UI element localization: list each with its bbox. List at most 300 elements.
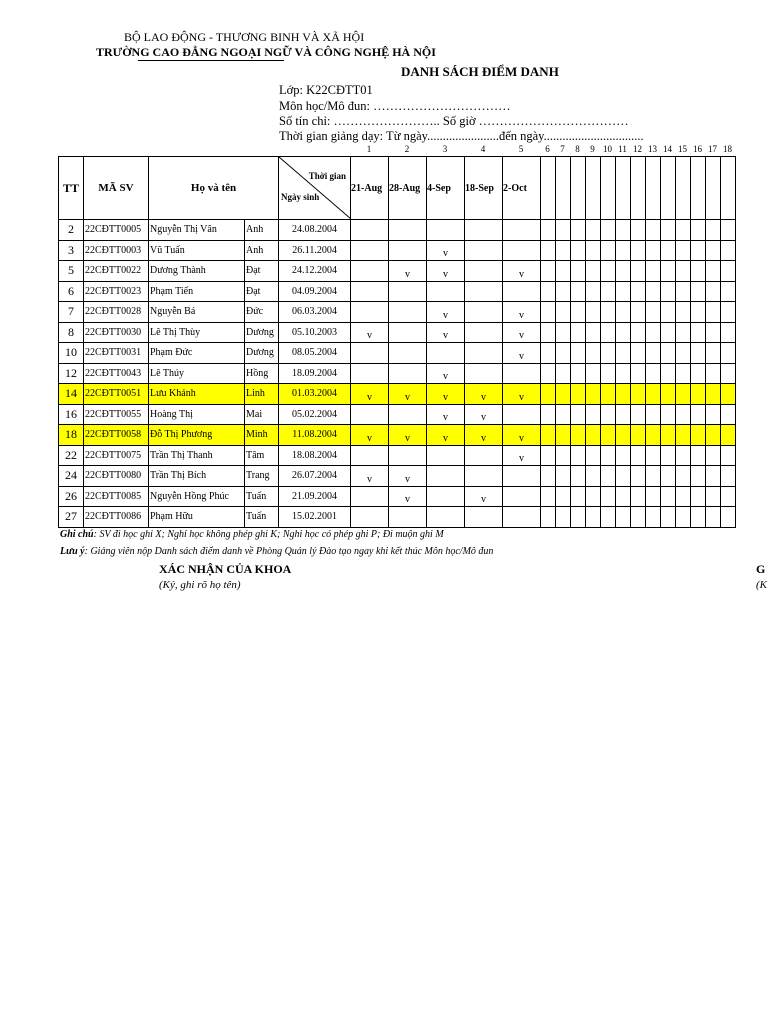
attendance-blank-cell xyxy=(601,384,616,405)
header-blank-cell xyxy=(706,157,721,220)
attendance-mark xyxy=(427,343,465,364)
attendance-blank-cell xyxy=(706,343,721,364)
row-ho-dem: Trần Thị Thanh xyxy=(149,445,245,466)
row-ngay-sinh: 08.05.2004 xyxy=(279,343,351,364)
row-ho-dem: Lê Thị Thùy xyxy=(149,322,245,343)
attendance-blank-cell xyxy=(571,302,586,323)
attendance-blank-cell xyxy=(676,466,691,487)
row-ten: Linh xyxy=(245,384,279,405)
attendance-blank-cell xyxy=(571,507,586,528)
attendance-blank-cell xyxy=(556,302,571,323)
column-number: 7 xyxy=(560,144,565,154)
attendance-blank-cell xyxy=(661,466,676,487)
row-ma-sv: 22CĐTT0005 xyxy=(84,220,149,241)
diagonal-line xyxy=(279,157,351,219)
attendance-blank-cell xyxy=(616,281,631,302)
row-ho-dem: Hoàng Thị xyxy=(149,404,245,425)
table-row xyxy=(59,466,736,487)
attendance-blank-cell xyxy=(601,322,616,343)
row-tt: 10 xyxy=(59,343,84,364)
attendance-blank-cell xyxy=(706,425,721,446)
attendance-mark: v xyxy=(503,343,541,364)
attendance-mark xyxy=(351,486,389,507)
attendance-blank-cell xyxy=(691,322,706,343)
attendance-blank-cell xyxy=(676,384,691,405)
attendance-blank-cell xyxy=(661,240,676,261)
attendance-mark xyxy=(503,363,541,384)
attendance-blank-cell xyxy=(571,425,586,446)
attendance-blank-cell xyxy=(631,343,646,364)
row-ten: Hồng xyxy=(245,363,279,384)
attendance-blank-cell xyxy=(601,425,616,446)
attendance-blank-cell xyxy=(586,425,601,446)
header-blank-cell xyxy=(691,157,706,220)
header-date-1: 21-Aug xyxy=(351,157,389,220)
attendance-blank-cell xyxy=(676,302,691,323)
attendance-blank-cell xyxy=(691,220,706,241)
attendance-blank-cell xyxy=(556,384,571,405)
attendance-blank-cell xyxy=(571,404,586,425)
row-tt: 3 xyxy=(59,240,84,261)
attendance-blank-cell xyxy=(556,281,571,302)
attendance-blank-cell xyxy=(721,486,736,507)
attendance-blank-cell xyxy=(646,343,661,364)
attendance-blank-cell xyxy=(691,261,706,282)
row-tt: 22 xyxy=(59,445,84,466)
row-ngay-sinh: 24.12.2004 xyxy=(279,261,351,282)
attendance-mark: v xyxy=(465,486,503,507)
table-row xyxy=(59,507,736,528)
note-luu-y xyxy=(60,546,493,557)
attendance-mark: v xyxy=(389,486,427,507)
attendance-blank-cell xyxy=(631,445,646,466)
attendance-blank-cell xyxy=(586,404,601,425)
attendance-mark xyxy=(351,363,389,384)
attendance-blank-cell xyxy=(616,486,631,507)
right-heading-cut: G xyxy=(756,562,766,576)
row-ma-sv: 22CĐTT0080 xyxy=(84,466,149,487)
attendance-blank-cell xyxy=(661,220,676,241)
attendance-mark: v xyxy=(427,240,465,261)
attendance-blank-cell xyxy=(541,220,556,241)
attendance-blank-cell xyxy=(601,404,616,425)
attendance-blank-cell xyxy=(646,240,661,261)
attendance-blank-cell xyxy=(601,486,616,507)
row-ten: Đức xyxy=(245,302,279,323)
table-row xyxy=(59,302,736,323)
attendance-blank-cell xyxy=(631,486,646,507)
school-name: TRƯỜNG CAO ĐẲNG NGOẠI NGỮ VÀ CÔNG NGHỆ HÀ NỘI xyxy=(96,45,436,59)
attendance-blank-cell xyxy=(646,425,661,446)
attendance-mark xyxy=(503,281,541,302)
attendance-blank-cell xyxy=(706,322,721,343)
attendance-blank-cell xyxy=(586,302,601,323)
row-ma-sv: 22CĐTT0085 xyxy=(84,486,149,507)
attendance-blank-cell xyxy=(631,322,646,343)
row-tt: 14 xyxy=(59,384,84,405)
header-blank-cell xyxy=(661,157,676,220)
attendance-blank-cell xyxy=(706,240,721,261)
row-ten: Minh xyxy=(245,425,279,446)
row-tt: 26 xyxy=(59,486,84,507)
attendance-blank-cell xyxy=(691,466,706,487)
header-ngay-sinh: Ngày sinh xyxy=(281,192,320,202)
attendance-blank-cell xyxy=(646,445,661,466)
attendance-blank-cell xyxy=(601,445,616,466)
attendance-mark xyxy=(389,281,427,302)
attendance-blank-cell xyxy=(661,261,676,282)
attendance-blank-cell xyxy=(541,384,556,405)
attendance-mark xyxy=(389,302,427,323)
header-blank-cell xyxy=(646,157,661,220)
attendance-mark: v xyxy=(351,384,389,405)
teaching-time-line: Thời gian giảng dạy: Từ ngày.......................đến ngày................................ xyxy=(279,129,644,143)
attendance-mark xyxy=(465,220,503,241)
attendance-blank-cell xyxy=(556,240,571,261)
attendance-blank-cell xyxy=(586,486,601,507)
attendance-mark xyxy=(465,322,503,343)
attendance-mark: v xyxy=(389,384,427,405)
attendance-blank-cell xyxy=(631,302,646,323)
attendance-mark xyxy=(351,343,389,364)
attendance-mark xyxy=(465,240,503,261)
row-ngay-sinh: 18.08.2004 xyxy=(279,445,351,466)
attendance-mark: v xyxy=(427,384,465,405)
attendance-table xyxy=(58,156,736,528)
attendance-mark: v xyxy=(351,425,389,446)
attendance-blank-cell xyxy=(646,384,661,405)
header-ma-sv: MÃ SV xyxy=(84,157,149,220)
attendance-blank-cell xyxy=(616,220,631,241)
attendance-blank-cell xyxy=(586,240,601,261)
row-tt: 12 xyxy=(59,363,84,384)
attendance-blank-cell xyxy=(541,343,556,364)
row-ten: Dương xyxy=(245,343,279,364)
column-number: 2 xyxy=(404,144,410,154)
attendance-mark: v xyxy=(427,363,465,384)
attendance-blank-cell xyxy=(631,363,646,384)
attendance-blank-cell xyxy=(646,220,661,241)
header-blank-cell xyxy=(541,157,556,220)
attendance-blank-cell xyxy=(541,466,556,487)
attendance-blank-cell xyxy=(571,240,586,261)
attendance-mark xyxy=(351,302,389,323)
header-thoi-gian: Thời gian xyxy=(308,171,347,181)
attendance-blank-cell xyxy=(661,404,676,425)
row-tt: 27 xyxy=(59,507,84,528)
column-number: 15 xyxy=(678,144,687,154)
row-ten: Tâm xyxy=(245,445,279,466)
attendance-blank-cell xyxy=(556,363,571,384)
attendance-mark xyxy=(465,302,503,323)
attendance-blank-cell xyxy=(556,322,571,343)
table-header-row xyxy=(59,157,736,220)
column-number: 12 xyxy=(633,144,642,154)
attendance-blank-cell xyxy=(631,220,646,241)
row-ngay-sinh: 01.03.2004 xyxy=(279,384,351,405)
header-blank-cell xyxy=(586,157,601,220)
row-tt: 16 xyxy=(59,404,84,425)
attendance-mark xyxy=(503,486,541,507)
attendance-blank-cell xyxy=(691,425,706,446)
attendance-blank-cell xyxy=(676,343,691,364)
attendance-mark: v xyxy=(503,425,541,446)
attendance-blank-cell xyxy=(556,343,571,364)
attendance-blank-cell xyxy=(661,302,676,323)
attendance-blank-cell xyxy=(541,404,556,425)
row-ho-dem: Phạm Hữu xyxy=(149,507,245,528)
attendance-blank-cell xyxy=(721,322,736,343)
row-ngay-sinh: 24.08.2004 xyxy=(279,220,351,241)
attendance-blank-cell xyxy=(691,486,706,507)
row-ten: Trang xyxy=(245,466,279,487)
attendance-blank-cell xyxy=(616,384,631,405)
attendance-blank-cell xyxy=(706,261,721,282)
row-ten: Dương xyxy=(245,322,279,343)
attendance-blank-cell xyxy=(556,261,571,282)
row-ma-sv: 22CĐTT0055 xyxy=(84,404,149,425)
column-number: 10 xyxy=(603,144,612,154)
row-tt: 18 xyxy=(59,425,84,446)
attendance-mark: v xyxy=(503,261,541,282)
attendance-blank-cell xyxy=(661,343,676,364)
row-ma-sv: 22CĐTT0086 xyxy=(84,507,149,528)
attendance-blank-cell xyxy=(721,302,736,323)
ministry-name: BỘ LAO ĐỘNG - THƯƠNG BINH VÀ XÃ HỘI xyxy=(124,30,365,44)
row-ngay-sinh: 21.09.2004 xyxy=(279,486,351,507)
attendance-mark xyxy=(503,404,541,425)
attendance-mark xyxy=(351,261,389,282)
attendance-blank-cell xyxy=(556,507,571,528)
note-ghi-chu xyxy=(60,529,444,540)
attendance-mark xyxy=(427,281,465,302)
attendance-blank-cell xyxy=(556,445,571,466)
attendance-mark: v xyxy=(503,322,541,343)
attendance-blank-cell xyxy=(601,281,616,302)
attendance-blank-cell xyxy=(676,425,691,446)
column-number: 13 xyxy=(648,144,657,154)
table-row xyxy=(59,281,736,302)
attendance-blank-cell xyxy=(616,507,631,528)
credits-line: Số tín chỉ: …………………….. Số giờ ……………………………… xyxy=(279,114,629,128)
attendance-blank-cell xyxy=(571,363,586,384)
attendance-blank-cell xyxy=(646,404,661,425)
attendance-mark: v xyxy=(351,466,389,487)
row-ho-dem: Nguyễn Bá xyxy=(149,302,245,323)
attendance-mark: v xyxy=(465,384,503,405)
attendance-blank-cell xyxy=(646,466,661,487)
column-number: 3 xyxy=(442,144,448,154)
attendance-blank-cell xyxy=(721,281,736,302)
row-tt: 6 xyxy=(59,281,84,302)
attendance-blank-cell xyxy=(646,486,661,507)
attendance-mark: v xyxy=(427,404,465,425)
attendance-blank-cell xyxy=(541,322,556,343)
row-ten: Mai xyxy=(245,404,279,425)
attendance-blank-cell xyxy=(706,281,721,302)
attendance-blank-cell xyxy=(721,507,736,528)
attendance-blank-cell xyxy=(691,302,706,323)
attendance-blank-cell xyxy=(721,404,736,425)
attendance-mark xyxy=(427,507,465,528)
attendance-blank-cell xyxy=(706,220,721,241)
attendance-blank-cell xyxy=(721,240,736,261)
attendance-mark xyxy=(351,507,389,528)
row-ten: Anh xyxy=(245,240,279,261)
attendance-mark xyxy=(465,466,503,487)
row-tt: 7 xyxy=(59,302,84,323)
column-number: 8 xyxy=(575,144,580,154)
header-diagonal-cell xyxy=(279,157,351,220)
attendance-mark xyxy=(465,281,503,302)
table-row xyxy=(59,363,736,384)
attendance-mark xyxy=(465,261,503,282)
row-ho-dem: Vũ Tuấn xyxy=(149,240,245,261)
attendance-blank-cell xyxy=(676,281,691,302)
attendance-blank-cell xyxy=(586,466,601,487)
table-row xyxy=(59,445,736,466)
page-title: DANH SÁCH ĐIỂM DANH xyxy=(401,64,559,79)
attendance-mark xyxy=(351,445,389,466)
column-number: 16 xyxy=(693,144,702,154)
row-ho-dem: Dương Thành xyxy=(149,261,245,282)
attendance-blank-cell xyxy=(721,363,736,384)
attendance-blank-cell xyxy=(631,281,646,302)
attendance-mark xyxy=(503,466,541,487)
attendance-blank-cell xyxy=(586,322,601,343)
attendance-blank-cell xyxy=(586,445,601,466)
header-date-5: 2-Oct xyxy=(503,157,541,220)
attendance-blank-cell xyxy=(631,240,646,261)
header-blank-cell xyxy=(721,157,736,220)
row-ten: Tuấn xyxy=(245,507,279,528)
header-tt: TT xyxy=(59,157,84,220)
attendance-blank-cell xyxy=(676,363,691,384)
attendance-mark xyxy=(465,363,503,384)
attendance-blank-cell xyxy=(676,507,691,528)
attendance-blank-cell xyxy=(721,425,736,446)
attendance-blank-cell xyxy=(721,220,736,241)
attendance-mark xyxy=(389,322,427,343)
row-ngay-sinh: 05.10.2003 xyxy=(279,322,351,343)
row-ngay-sinh: 26.07.2004 xyxy=(279,466,351,487)
table-row xyxy=(59,322,736,343)
attendance-mark: v xyxy=(427,261,465,282)
row-ma-sv: 22CĐTT0043 xyxy=(84,363,149,384)
table-row xyxy=(59,486,736,507)
attendance-blank-cell xyxy=(571,445,586,466)
attendance-blank-cell xyxy=(616,445,631,466)
class-line: Lớp: K22CĐTT01 xyxy=(279,83,373,97)
attendance-mark: v xyxy=(465,425,503,446)
row-ho-dem: Đỗ Thị Phương xyxy=(149,425,245,446)
header-blank-cell xyxy=(571,157,586,220)
attendance-blank-cell xyxy=(571,220,586,241)
attendance-mark: v xyxy=(389,425,427,446)
school-underline xyxy=(138,60,284,61)
attendance-blank-cell xyxy=(676,445,691,466)
attendance-blank-cell xyxy=(691,445,706,466)
attendance-blank-cell xyxy=(706,445,721,466)
table-row xyxy=(59,240,736,261)
attendance-blank-cell xyxy=(541,240,556,261)
attendance-blank-cell xyxy=(661,322,676,343)
row-tt: 5 xyxy=(59,261,84,282)
attendance-mark: v xyxy=(389,466,427,487)
attendance-blank-cell xyxy=(571,343,586,364)
row-ngay-sinh: 26.11.2004 xyxy=(279,240,351,261)
attendance-blank-cell xyxy=(556,220,571,241)
attendance-blank-cell xyxy=(541,445,556,466)
note-ghi-chu-label: Ghi chú xyxy=(60,529,94,540)
attendance-blank-cell xyxy=(706,507,721,528)
attendance-blank-cell xyxy=(571,281,586,302)
attendance-blank-cell xyxy=(661,281,676,302)
row-ho-dem: Lưu Khánh xyxy=(149,384,245,405)
column-number: 4 xyxy=(480,144,486,154)
subject-line: Môn học/Mô đun: …………………………… xyxy=(279,99,511,113)
attendance-blank-cell xyxy=(541,425,556,446)
attendance-blank-cell xyxy=(571,466,586,487)
attendance-blank-cell xyxy=(616,261,631,282)
attendance-blank-cell xyxy=(601,466,616,487)
attendance-blank-cell xyxy=(706,384,721,405)
attendance-blank-cell xyxy=(601,220,616,241)
attendance-blank-cell xyxy=(556,466,571,487)
attendance-blank-cell xyxy=(601,261,616,282)
attendance-mark xyxy=(389,445,427,466)
attendance-blank-cell xyxy=(646,363,661,384)
attendance-blank-cell xyxy=(586,384,601,405)
attendance-mark xyxy=(427,220,465,241)
row-ngay-sinh: 06.03.2004 xyxy=(279,302,351,323)
attendance-blank-cell xyxy=(601,343,616,364)
attendance-mark xyxy=(389,220,427,241)
attendance-blank-cell xyxy=(721,384,736,405)
attendance-blank-cell xyxy=(631,261,646,282)
attendance-blank-cell xyxy=(661,486,676,507)
note-luu-y-text: : Giảng viên nộp Danh sách điểm danh về Phòng Quản lý Đào tạo ngay khi kết thúc Môn học/Mô đun xyxy=(84,546,494,557)
header-blank-cell xyxy=(556,157,571,220)
attendance-blank-cell xyxy=(646,261,661,282)
attendance-blank-cell xyxy=(676,322,691,343)
attendance-blank-cell xyxy=(706,363,721,384)
attendance-blank-cell xyxy=(646,322,661,343)
note-luu-y-label: Lưu ý xyxy=(60,546,85,557)
attendance-blank-cell xyxy=(601,363,616,384)
attendance-mark xyxy=(503,220,541,241)
attendance-mark: v xyxy=(427,302,465,323)
attendance-blank-cell xyxy=(631,507,646,528)
attendance-blank-cell xyxy=(676,240,691,261)
attendance-blank-cell xyxy=(691,281,706,302)
row-ma-sv: 22CĐTT0058 xyxy=(84,425,149,446)
row-ngay-sinh: 18.09.2004 xyxy=(279,363,351,384)
row-ho-dem: Phạm Tiến xyxy=(149,281,245,302)
attendance-mark xyxy=(503,507,541,528)
attendance-mark xyxy=(465,445,503,466)
row-ma-sv: 22CĐTT0023 xyxy=(84,281,149,302)
row-ten: Tuấn xyxy=(245,486,279,507)
attendance-blank-cell xyxy=(706,486,721,507)
row-ho-dem: Trần Thị Bích xyxy=(149,466,245,487)
attendance-mark xyxy=(465,507,503,528)
column-number: 18 xyxy=(723,144,732,154)
attendance-mark xyxy=(427,486,465,507)
attendance-blank-cell xyxy=(676,220,691,241)
attendance-blank-cell xyxy=(706,466,721,487)
row-ten: Đạt xyxy=(245,261,279,282)
